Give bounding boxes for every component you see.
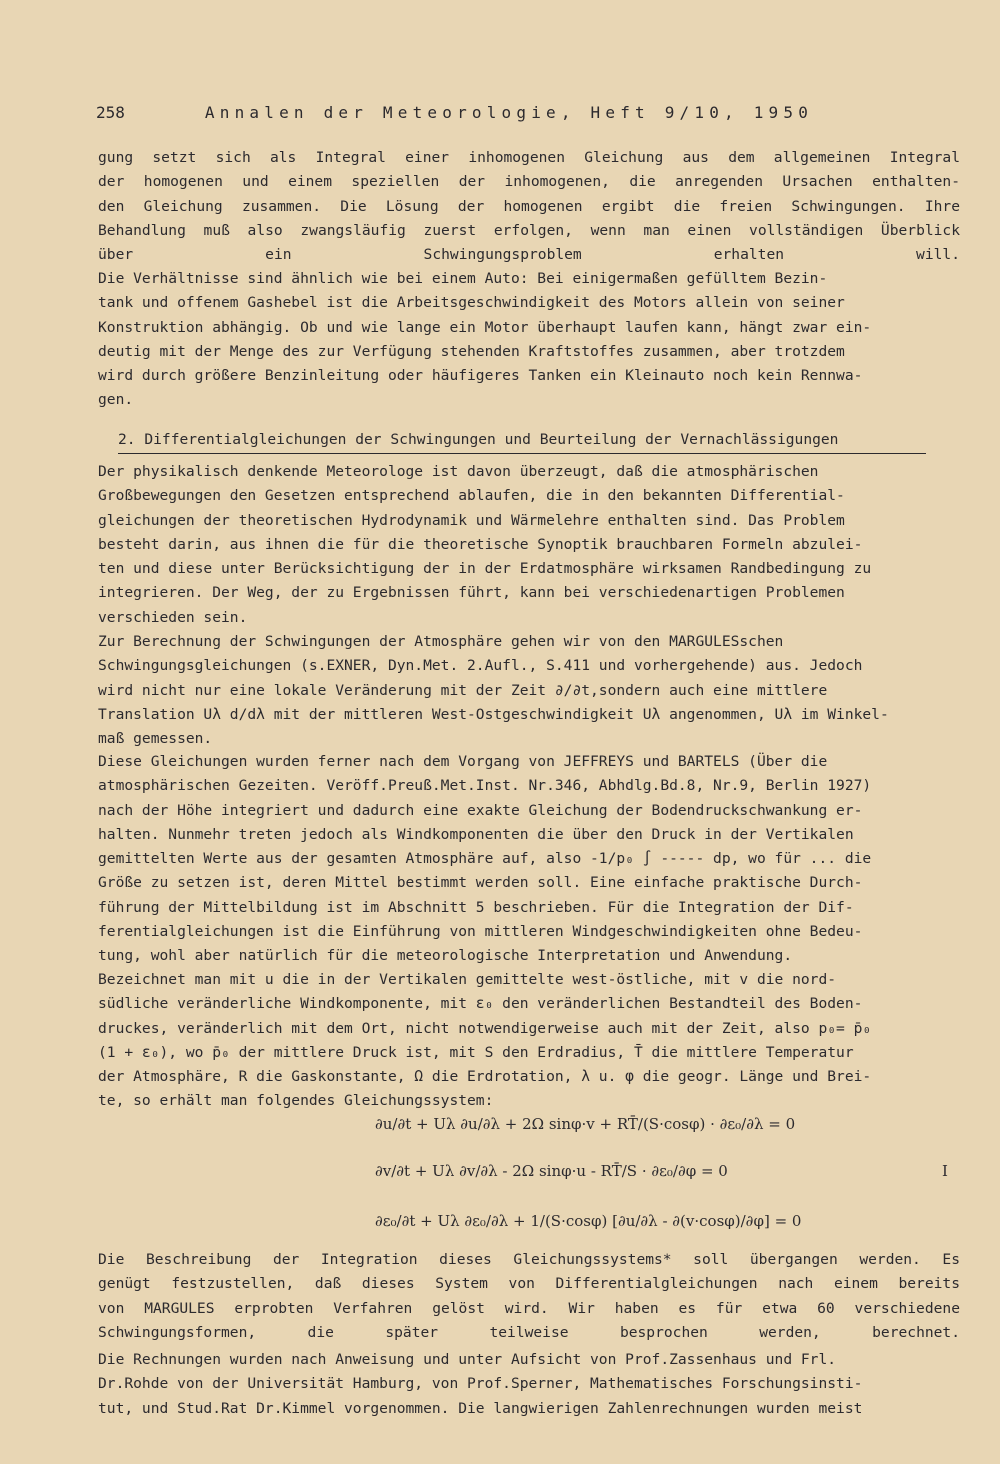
paragraph-1: gung setzt sich als Integral einer inhomogenen Gleichung aus dem allgemeinen Integral der homogenen und einem speziellen der inhomogenen, die anregenden Ursachen enthalten- den Gleichung zusammen. Die Lösung der homogenen ergibt die freien Schwingungen. Ihre Behandlung muß also zwangsläufig zuerst erfolgen, wenn man einen vollständigen Überblick über ein Schwingungsproblem erhalten will. xyxy=(98,149,960,264)
running-title: Annalen der Meteorologie, Heft 9/10, 1950 xyxy=(204,103,814,122)
paragraph-2: Die Verhältnisse sind ähnlich wie bei einem Auto: Bei einigermaßen gefülltem Bezin- tank und offenem Gashebel ist die Arbeitsgeschwindigkeit des Motors allein von seiner Konstruktion abhängig. Ob und wie lange ein Motor überhaupt laufen kann, hängt zwar ein- deutig mit der Menge des zur Verfügung stehenden Kraftstoffes zusammen, aber trotzdem wird durch größere Benzinleitung oder häufigeres Tanken ein Kleinauto noch kein Rennwa- gen. xyxy=(98,270,872,409)
paragraph-6: Bezeichnet man mit u die in der Vertikalen gemittelte west-östliche, mit v die nord- südliche veränderliche Windkomponente, mit ε₀ den veränderlichen Bestandteil des Boden- druckes, veränderlich mit dem Ort, nicht notwendigerweise auch mit der Zeit, also p₀= p̄₀ (1 + ε₀), wo p̄₀ der mittlere Druck ist, mit S den Erdradius, T̄ die mittlere Temperatur der Atmosphäre, R die Gaskonstante, Ω die Erdrotation, λ u. φ die geogr. Länge und Brei- te, so erhält man folgendes Gleichungssystem: xyxy=(98,971,872,1110)
paragraph-7: Die Beschreibung der Integration dieses Gleichungssystems* soll übergangen werden. Es genügt festzustellen, daß dieses System von Differentialgleichungen nach einem bereits von MARGULES erprobten Verfahren gelöst wird. Wir haben es für etwa 60 verschiedene Schwingungsformen, die später teilweise besprochen werden, berechnet. xyxy=(98,1251,960,1341)
paragraph-8: Die Rechnungen wurden nach Anweisung und unter Aufsicht von Prof.Zassenhaus und Frl. Dr.Rohde von der Universität Hamburg, von Prof.Sperner, Mathematisches Forschungsinsti- tut, und Stud.Rat Dr.Kimmel vorgenommen. Die langwierigen Zahlenrechnungen wurden meist xyxy=(98,1351,863,1417)
equation-2: ∂v/∂t + Uλ ∂v/∂λ - 2Ω sinφ·u - RT̄/S · ∂ε₀/∂φ = 0 xyxy=(375,1162,728,1180)
page-number: 258 xyxy=(96,103,125,122)
equation-1: ∂u/∂t + Uλ ∂u/∂λ + 2Ω sinφ·v + RT̄/(S·cosφ) · ∂ε₀/∂λ = 0 xyxy=(375,1115,796,1133)
paragraph-5: Diese Gleichungen wurden ferner nach dem Vorgang von JEFFREYS und BARTELS (Über die atmosphärischen Gezeiten. Veröff.Preuß.Met.Inst. Nr.346, Abhdlg.Bd.8, Nr.9, Berlin 1927) nach der Höhe integriert und dadurch eine exakte Gleichung der Bodendruckschwankung er- halten. Nunmehr treten jedoch als Windkomponenten die über den Druck in der Vertikalen gemittelten Werte aus der gesamten Atmosphäre auf, also -1/p₀ ∫ ----- dp, wo für ... die Größe zu setzen ist, deren Mittel bestimmt werden soll. Eine einfache praktische Durch- führung der Mittelbildung ist im Abschnitt 5 beschrieben. Für die Integration der Dif- ferentialgleichungen ist die Einführung von mittleren Windgeschwindigkeiten ohne Bedeu- tung, wohl aber natürlich für die meteorologische Interpretation und Anwendung. xyxy=(98,753,872,965)
equation-3: ∂ε₀/∂t + Uλ ∂ε₀/∂λ + 1/(S·cosφ) [∂u/∂λ - ∂(v·cosφ)/∂φ] = 0 xyxy=(375,1212,802,1230)
paragraph-4: Zur Berechnung der Schwingungen der Atmosphäre gehen wir von den MARGULESschen Schwingungsgleichungen (s.EXNER, Dyn.Met. 2.Aufl., S.411 und vorhergehende) aus. Jedoch wird nicht nur eine lokale Veränderung mit der Zeit ∂/∂t,sondern auch eine mittlere Translation Uλ d/dλ mit der mittleren West-Ostgeschwindigkeit Uλ angenommen, Uλ im Winkel- maß gemessen. xyxy=(98,633,889,748)
page-header xyxy=(96,103,813,122)
section-heading: 2. Differentialgleichungen der Schwingungen und Beurteilung der Vernachlässigungen xyxy=(118,428,926,454)
equation-number: I xyxy=(942,1162,948,1180)
paragraph-3: Der physikalisch denkende Meteorologe ist davon überzeugt, daß die atmosphärischen Großbewegungen den Gesetzen entsprechend ablaufen, die in den bekannten Differential- gleichungen der theoretischen Hydrodynamik und Wärmelehre enthalten sind. Das Problem besteht darin, aus ihnen die für die theoretische Synoptik brauchbaren Formeln abzulei- ten und diese unter Berücksichtigung der in der Erdatmosphäre wirksamen Randbedingung zu integrieren. Der Weg, der zu Ergebnissen führt, kann bei verschiedenartigen Problemen verschieden sein. xyxy=(98,463,872,626)
